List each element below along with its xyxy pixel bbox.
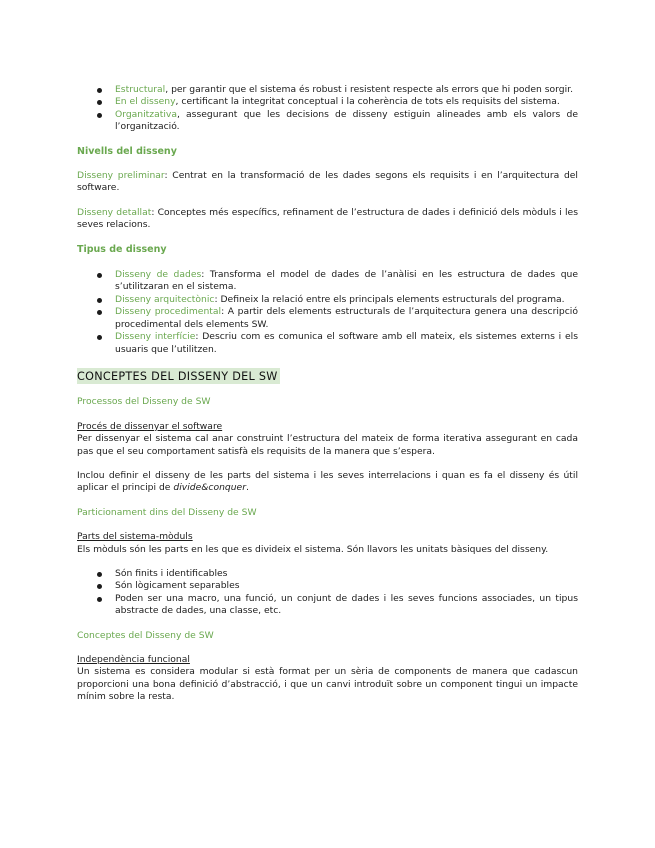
list-item bbox=[77, 331, 578, 356]
term-detallat: Disseny detallat bbox=[77, 206, 152, 218]
bullet-list-tipus bbox=[77, 269, 578, 356]
section-header bbox=[77, 368, 578, 384]
list-item: Són lògicament separables bbox=[77, 580, 578, 592]
list-text: : Descriu com es comunica el software amb ell mateix, els sistemes externs i els usuaris que l’utilitzen. bbox=[115, 331, 578, 355]
heading-nivells: Nivells del disseny bbox=[77, 145, 177, 157]
subheading-independencia bbox=[77, 654, 578, 666]
paragraph-moduls: Els mòduls són les parts en les que es divideix el sistema. Són llavors les unitats bàsiques del disseny. bbox=[77, 543, 549, 555]
list-item bbox=[77, 84, 578, 96]
paragraph-proces: Per dissenyar el sistema cal anar construint l’estructura del mateix de forma iterativa assegurant en cada pas que el seu comportament satisfà els requisits de la manera que s’espera. bbox=[77, 433, 578, 457]
list-term: Disseny arquitectònic bbox=[115, 293, 215, 305]
list-item bbox=[77, 306, 578, 331]
list-text: , per garantir que el sistema és robust i resistent respecte als errors que hi poden sorgir. bbox=[165, 84, 574, 95]
subheading-proces bbox=[77, 421, 578, 433]
subheading-text: Parts del sistema-mòduls bbox=[77, 531, 193, 543]
list-term: Disseny de dades bbox=[115, 269, 202, 281]
list-item bbox=[77, 96, 578, 108]
text-period: . bbox=[245, 482, 249, 494]
list-text: , assegurant que les decisions de disseny estiguin alineades amb els valors de l’organització. bbox=[115, 108, 578, 133]
list-term: Estructural bbox=[115, 84, 166, 95]
list-text: : Transforma el model de dades de l’anàlisi en les estructura de dades que s’utilitzaran en el sistema. bbox=[115, 269, 579, 293]
list-term: Organitzativa bbox=[115, 108, 177, 120]
text-preliminar: : Centrat en la transformació de les dades segons els requisits i en l’arquitectura del software. bbox=[77, 170, 578, 194]
list-text: , certificant la integritat conceptual i la coherència de tots els requisits del sistema. bbox=[175, 96, 560, 108]
bullet-list-top bbox=[77, 84, 578, 134]
section-title: CONCEPTES DEL DISSENY DEL SW bbox=[77, 369, 278, 383]
subheading-text: Procés de dissenyar el software bbox=[77, 420, 223, 432]
list-text: : Defineix la relació entre els principals elements estructurals del programa. bbox=[214, 293, 565, 305]
term-preliminar: Disseny preliminar bbox=[77, 170, 165, 182]
list-term: Disseny procedimental bbox=[115, 306, 222, 318]
paragraph-preliminar bbox=[77, 170, 578, 195]
list-item bbox=[77, 109, 578, 134]
bullet-list-moduls bbox=[77, 568, 578, 618]
heading-conceptes: Conceptes del Disseny de SW bbox=[77, 629, 214, 641]
heading-processos: Processos del Disseny de SW bbox=[77, 396, 211, 408]
paragraph-inclou bbox=[77, 470, 578, 495]
heading-tipus: Tipus de disseny bbox=[77, 243, 167, 255]
list-item bbox=[77, 294, 578, 306]
heading-particionament: Particionament dins del Disseny de SW bbox=[77, 506, 257, 518]
list-item: Poden ser una macro, una funció, un conjunt de dades i les seves funcions associades, un tipus abstracte de dades, una classe, etc. bbox=[77, 593, 578, 618]
list-item: Són finits i identificables bbox=[77, 568, 578, 580]
list-item bbox=[77, 269, 578, 294]
subheading-parts bbox=[77, 531, 578, 543]
paragraph-detallat bbox=[77, 207, 578, 232]
subheading-text: Independència funcional bbox=[77, 654, 190, 665]
text-detallat: : Conceptes més específics, refinament de l’estructura de dades i definició dels mòduls i les seves relacions. bbox=[77, 206, 578, 231]
text-divide-conquer: divide&conquer bbox=[173, 482, 246, 494]
text-inclou: Inclou definir el disseny de les parts del sistema i les seves interrelacions i quan es fa el disseny és útil aplicar el principi de bbox=[77, 469, 578, 494]
paragraph-independencia: Un sistema es considera modular si està format per un sèria de components de manera que cadascun proporcioni una bona definició d’abstracció, i que un canvi introduït sobre un component tingui un impacte mínim sobre la resta. bbox=[77, 666, 578, 703]
list-text: : A partir dels elements estructurals de l’arquitectura genera una descripció procedimental dels elements SW. bbox=[115, 306, 578, 330]
list-term: Disseny interfície bbox=[115, 331, 196, 343]
list-term: En el disseny bbox=[115, 96, 176, 108]
